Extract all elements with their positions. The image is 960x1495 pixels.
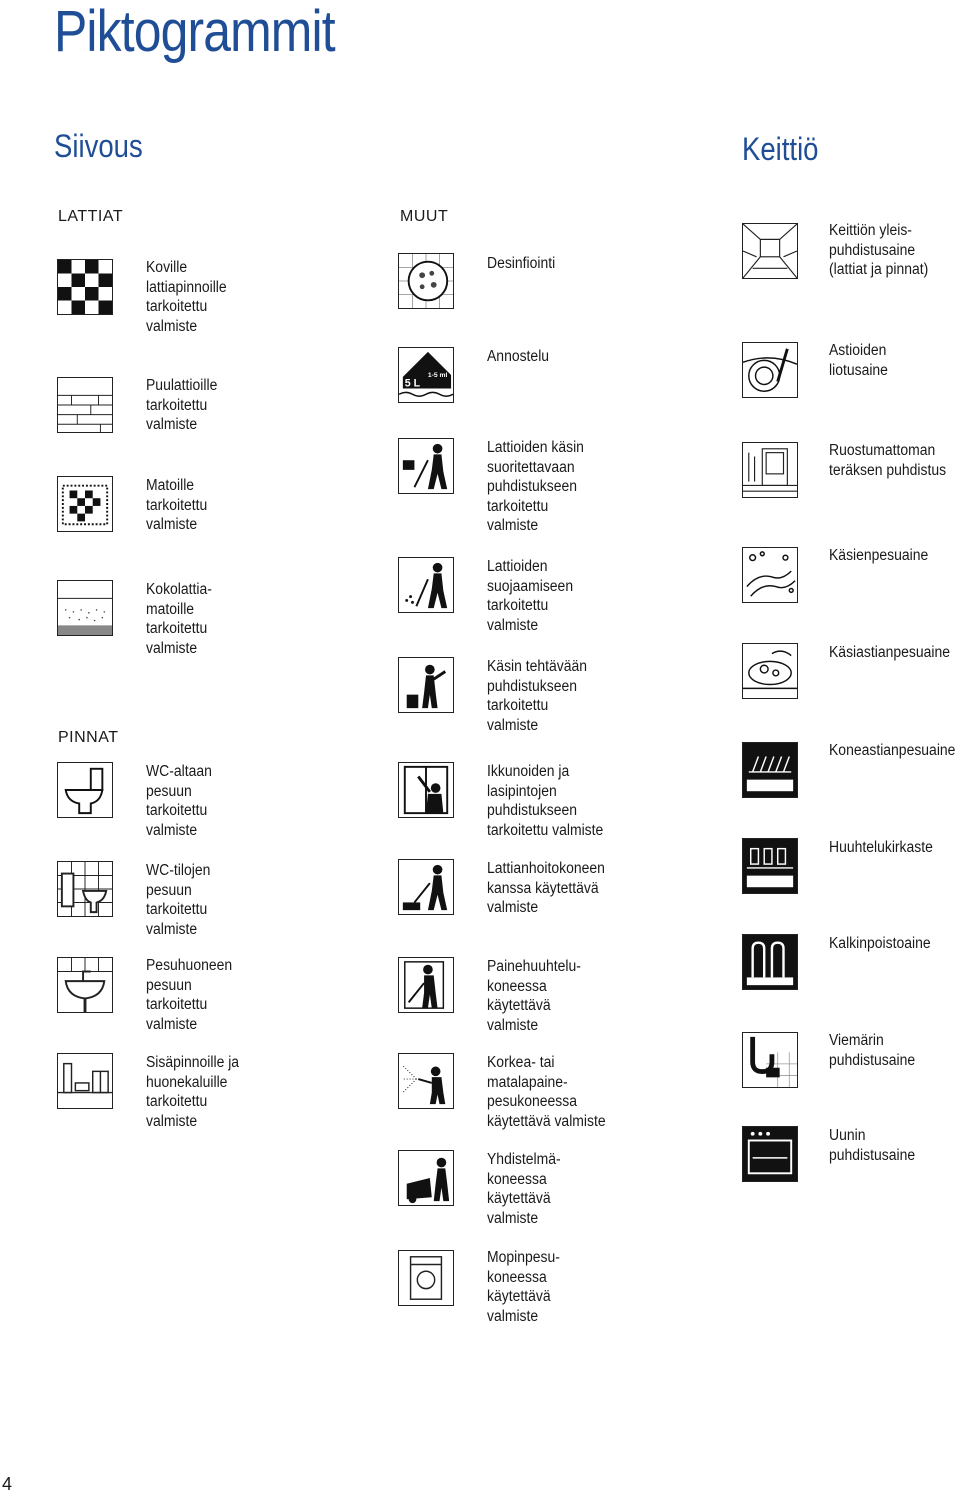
label-pressure-washer: Painehuuhtelu- koneessa käytettävä valmiste	[487, 958, 581, 1034]
section-cleaning-heading: Siivous	[54, 128, 143, 164]
toilet-icon	[57, 762, 113, 818]
dosing-volume-text: 5 L	[404, 377, 421, 390]
label-floor-machine: Lattianhoitokoneen kanssa käytettävä valmiste	[487, 860, 605, 917]
kitchen-interior-icon	[742, 223, 798, 279]
label-carpet: Kokolattia- matoille tarkoitettu valmiste	[146, 581, 212, 657]
descaler-icon	[742, 934, 798, 990]
label-stainless: Ruostumattoman teräksen puhdistus	[829, 442, 947, 479]
label-mop-machine: Mopinpesu- koneessa käytettävä valmiste	[487, 1249, 560, 1325]
dishwasher-icon	[742, 742, 798, 798]
dosing-icon	[398, 347, 454, 403]
washing-machine-icon	[398, 1250, 454, 1306]
stainless-steel-icon	[742, 442, 798, 498]
label-drain: Viemärin puhdistusaine	[829, 1032, 916, 1069]
subhead-other: MUUT	[400, 208, 449, 225]
pressure-washer-icon	[398, 957, 454, 1013]
section-kitchen-heading: Keittiö	[742, 131, 819, 167]
high-low-pressure-icon	[398, 1053, 454, 1109]
label-rinse: Huuhtelukirkaste	[829, 839, 933, 856]
carpet-icon	[57, 580, 113, 636]
label-floor-protect: Lattioiden suojaamiseen tarkoitettu valmiste	[487, 558, 574, 634]
label-handdish: Käsiastianpesuaine	[829, 644, 950, 661]
label-wc-room: WC-tilojen pesuun tarkoitettu valmiste	[146, 862, 211, 938]
washbasin-icon	[57, 957, 113, 1013]
label-descale: Kalkinpoistoaine	[829, 935, 931, 952]
label-kitchen-general: Keittiön yleis- puhdistusaine (lattiat ja pinnat)	[829, 222, 929, 279]
mat-icon	[57, 476, 113, 532]
microbe-disinfection-icon	[398, 253, 454, 309]
dosing-dose-text: 1-5 ml	[427, 371, 448, 379]
label-soak: Astioiden liotusaine	[829, 342, 888, 379]
hand-cleaning-icon	[398, 657, 454, 713]
label-dosing: Annostelu	[487, 348, 550, 365]
parquet-floor-icon	[57, 377, 113, 433]
label-wood-floor: Puulattioille tarkoitettu valmiste	[146, 377, 218, 434]
floor-machine-icon	[398, 859, 454, 915]
checkered-floor-icon	[57, 259, 113, 315]
floor-protection-icon	[398, 557, 454, 613]
label-combo-machine: Yhdistelmä- koneessa käytettävä valmiste	[487, 1151, 561, 1227]
interior-furniture-icon	[57, 1053, 113, 1109]
label-interior: Sisäpinnoille ja huonekaluille tarkoitettu valmiste	[146, 1054, 240, 1130]
subhead-surfaces: PINNAT	[58, 729, 119, 746]
label-wc-bowl: WC-altaan pesuun tarkoitettu valmiste	[146, 763, 212, 839]
label-bathroom: Pesuhuoneen pesuun tarkoitettu valmiste	[146, 957, 233, 1033]
drain-pipe-icon	[742, 1032, 798, 1088]
label-stone-floor: Koville lattiapinnoille tarkoitettu valmiste	[146, 259, 227, 335]
dish-soak-icon	[742, 342, 798, 398]
label-hilo-pressure: Korkea- tai matalapaine- pesukoneessa käytettävä valmiste	[487, 1054, 606, 1130]
label-oven: Uunin puhdistusaine	[829, 1127, 916, 1164]
label-manual-floor: Lattioiden käsin suoritettavaan puhdistukseen tarkoitettu valmiste	[487, 439, 584, 535]
subhead-floors: LATTIAT	[58, 208, 124, 225]
label-hand-clean: Käsin tehtävään puhdistukseen tarkoitettu valmiste	[487, 658, 588, 734]
page-number: 4	[2, 1474, 13, 1494]
label-mats: Matoille tarkoitettu valmiste	[146, 477, 208, 534]
combination-machine-icon	[398, 1150, 454, 1206]
hand-dishwash-icon	[742, 643, 798, 699]
manual-mopping-icon	[398, 438, 454, 494]
rinse-aid-icon	[742, 838, 798, 894]
page-title: Piktogrammit	[54, 0, 335, 64]
oven-icon	[742, 1126, 798, 1182]
handwash-icon	[742, 547, 798, 603]
label-disinfect: Desinfiointi	[487, 255, 556, 272]
label-machinedish: Koneastianpesuaine	[829, 742, 956, 759]
window-cleaning-icon	[398, 762, 454, 818]
label-handwash: Käsienpesuaine	[829, 547, 929, 564]
label-windows: Ikkunoiden ja lasipintojen puhdistukseen tarkoitettu valmiste	[487, 763, 604, 839]
wc-room-icon	[57, 861, 113, 917]
